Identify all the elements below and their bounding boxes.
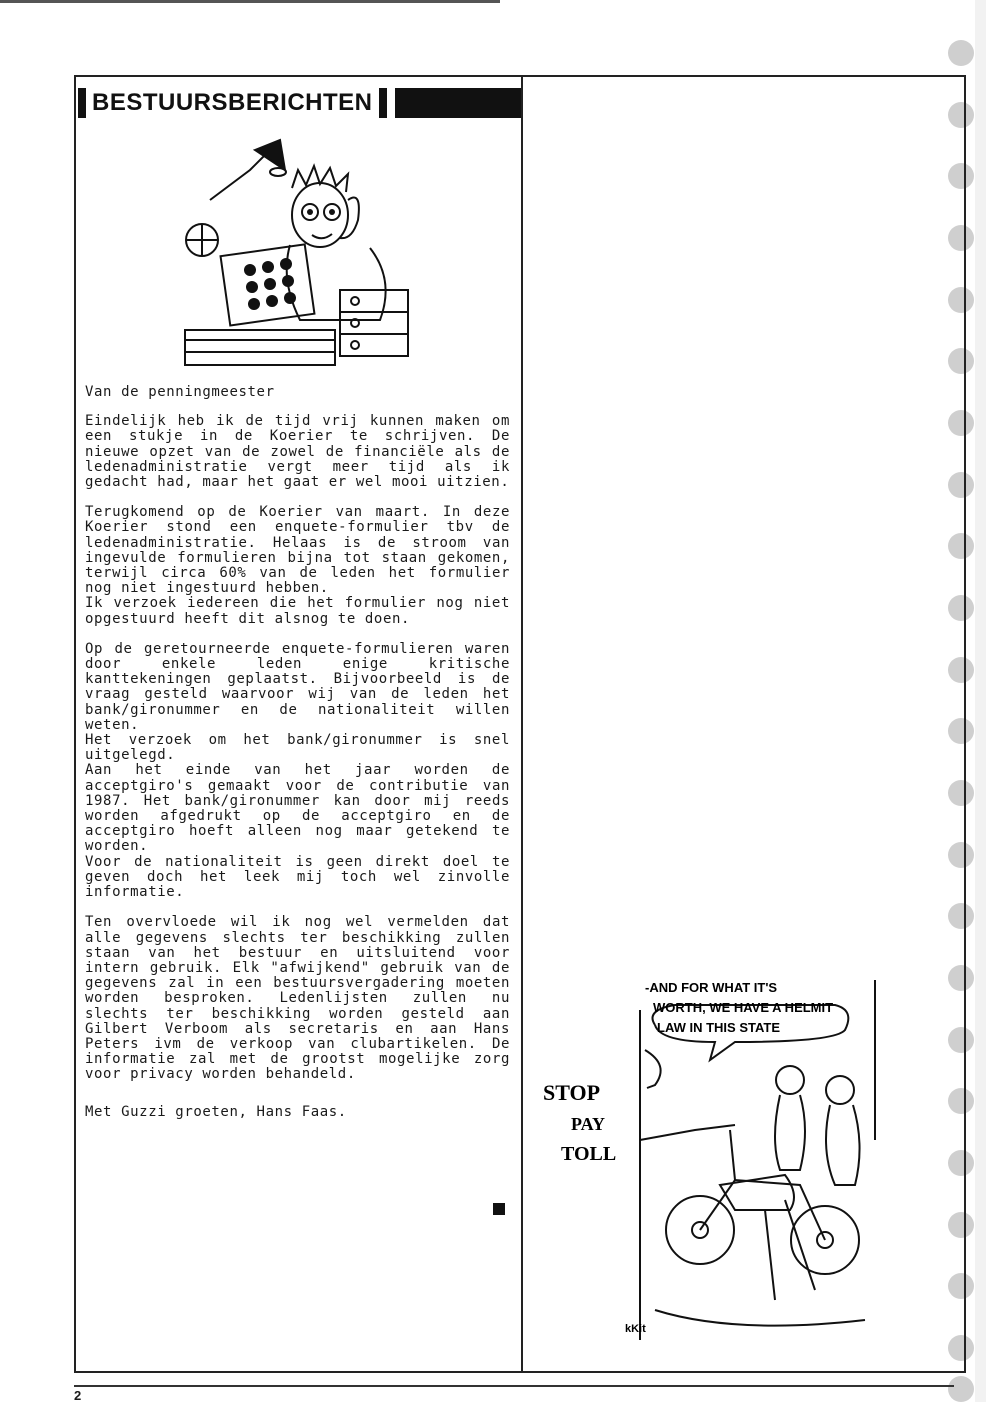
title-bar-fill <box>395 88 521 118</box>
article-paragraph: Eindelijk heb ik de tijd vrij kunnen maken om een stukje in de Koerier te schrijven. De nieuwe opzet van de zowel de financiële als de ledenadministratie vergt meer tijd als ik gedacht had, maar het gaat er wel mooi uitzien. <box>85 413 510 491</box>
artist-signature: kKit <box>625 1323 646 1335</box>
article-paragraph: Terugkomend op de Koerier van maart. In deze Koerier stond een enquete-formulier tbv de ledenadministratie. Helaas is de stroom van ingevulde formulieren bijna tot staan gekomen, terwijl circa 60% van de leden het formulier nog niet ingestuurd hebben. Ik verzoek iedereen die het formulier nog niet opgestuurd heeft dit alsnog te doen. <box>85 504 510 627</box>
article-closing: Met Guzzi groeten, Hans Faas. <box>85 1103 347 1120</box>
column-divider <box>521 75 523 1373</box>
section-title: BESTUURSBERICHTEN <box>92 89 373 116</box>
toll-sign-line-2: PAY <box>571 1114 606 1134</box>
speech-line-2: WORTH, WE HAVE A HELMIT <box>653 1000 834 1015</box>
title-bar-mid-block <box>379 88 387 118</box>
toll-cartoon-illustration <box>535 970 880 1340</box>
speech-line-3: LAW IN THIS STATE <box>657 1020 781 1035</box>
scan-top-edge <box>0 0 500 3</box>
title-bar-left-block <box>78 88 86 118</box>
article-paragraph: Op de geretourneerde enquete-formulieren waren door enkele leden enige kritische kanttekeningen geplaatst. Bijvoorbeeld is de vraag gesteld waarvoor wij van de leden het bank/gironummer en de nationaliteit willen weten. Het verzoek om het bank/gironummer is snel uitgelegd. Aan het einde van het jaar worden de acceptgiro's gemaakt voor de contributie van 1987. Het bank/gironummer kan door mij reeds worden afgedrukt op de acceptgiro en de acceptgiro hoeft alleen nog maar getekend te worden. Voor de nationaliteit is geen direkt doel te geven doch het leek mij toch wel zinvolle informatie. <box>85 640 510 901</box>
toll-sign-line-1: STOP <box>543 1080 601 1105</box>
bottom-rule <box>74 1385 954 1387</box>
article <box>85 385 510 1135</box>
page-number: 2 <box>74 1388 82 1403</box>
article-paragraph: Ten overvloede wil ik nog wel vermelden dat alle gegevens slechts ter beschikking zullen staan van het bestuur en uitsluitend voor intern gebruik. Elk "afwijkend" gebruik van de gegevens zal in een bestuursvergadering moeten worden besproken. Ledenlijsten zullen nu slechts ter beschikking worden gesteld aan Gilbert Verboom als secretaris en aan Hans Peters ivm de verkoop van clubartikelen. De informatie zal met de grootst mogelijke zorg voor privacy worden behandeld. <box>85 914 510 1083</box>
section-title-bar <box>78 87 521 119</box>
toll-sign-line-3: TOLL <box>561 1143 617 1165</box>
binder-edge <box>975 0 986 1402</box>
end-of-article-mark <box>493 1203 505 1215</box>
speech-line-1: -AND FOR WHAT IT'S <box>645 980 778 995</box>
binder-hole <box>948 1376 974 1402</box>
binder-hole <box>948 40 974 66</box>
treasurer-cartoon-illustration <box>180 130 415 370</box>
article-heading: Van de penningmeester <box>85 384 275 400</box>
